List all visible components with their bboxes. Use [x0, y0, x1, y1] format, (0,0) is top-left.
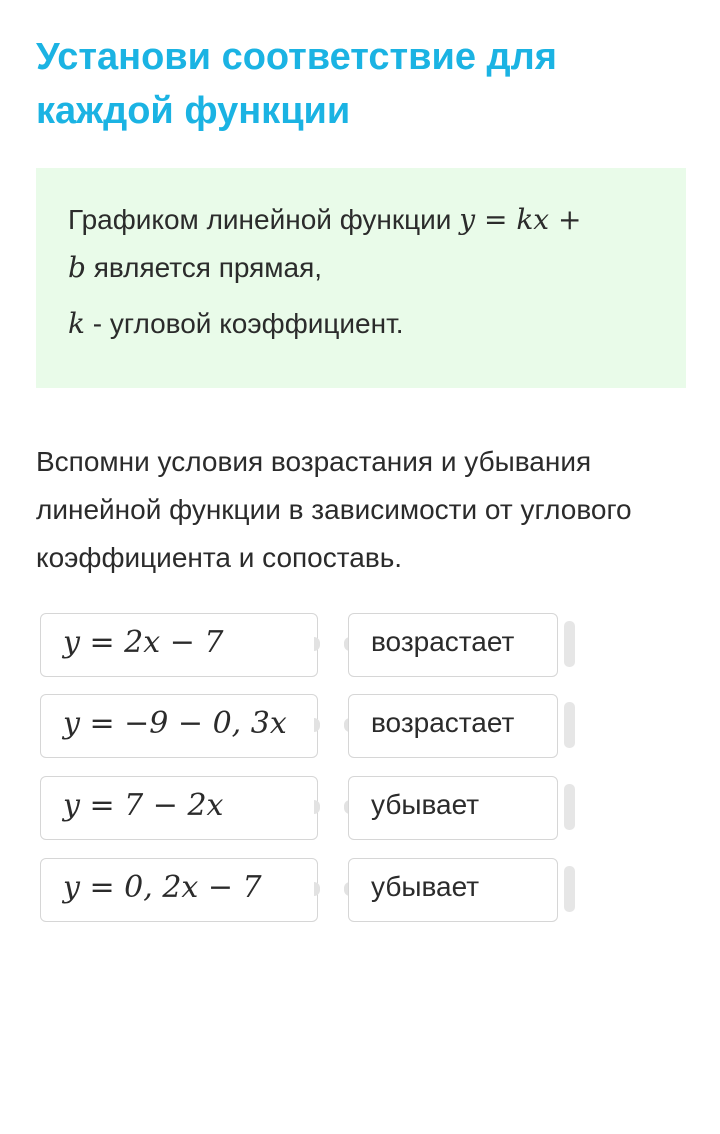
- match-row: [0, 776, 720, 842]
- answer-card[interactable]: возрастает: [348, 694, 558, 758]
- hint-text: Графиком линейной функции: [68, 204, 460, 235]
- hint-text: - угловой коэффициент.: [84, 308, 404, 339]
- hint-line-3: [68, 300, 656, 348]
- hint-box: [36, 168, 686, 388]
- answer-card[interactable]: убывает: [348, 858, 558, 922]
- connector-dot: [314, 882, 320, 896]
- hint-formula-k: k: [68, 307, 85, 340]
- match-row: [0, 613, 720, 679]
- connector-dot: [314, 637, 320, 651]
- connector-dot: [314, 718, 320, 732]
- answer-card[interactable]: возрастает: [348, 613, 558, 677]
- hint-line-2: [68, 244, 656, 292]
- formula-card: y = 0, 2x − 7: [40, 858, 318, 922]
- drag-handle-icon[interactable]: [564, 621, 575, 667]
- match-row: [0, 694, 720, 760]
- task-title: Установи соответствие для каждой функции: [36, 36, 557, 132]
- instruction-text: Вспомни условия возрастания и убывания линейной функции в зависимости от углового коэффициента и сопоставь.: [36, 446, 632, 573]
- drag-handle-icon[interactable]: [564, 784, 575, 830]
- formula-card: y = 2x − 7: [40, 613, 318, 677]
- drag-handle-icon[interactable]: [564, 866, 575, 912]
- formula-card: y = −9 − 0, 3x: [40, 694, 318, 758]
- hint-formula-b: b: [68, 251, 86, 284]
- answer-card[interactable]: убывает: [348, 776, 558, 840]
- connector-dot: [314, 800, 320, 814]
- hint-text: является прямая,: [85, 252, 323, 283]
- match-row: [0, 858, 720, 924]
- drag-handle-icon[interactable]: [564, 702, 575, 748]
- hint-line-1: [68, 196, 656, 244]
- hint-formula: y = kx +: [459, 203, 582, 236]
- formula-card: y = 7 − 2x: [40, 776, 318, 840]
